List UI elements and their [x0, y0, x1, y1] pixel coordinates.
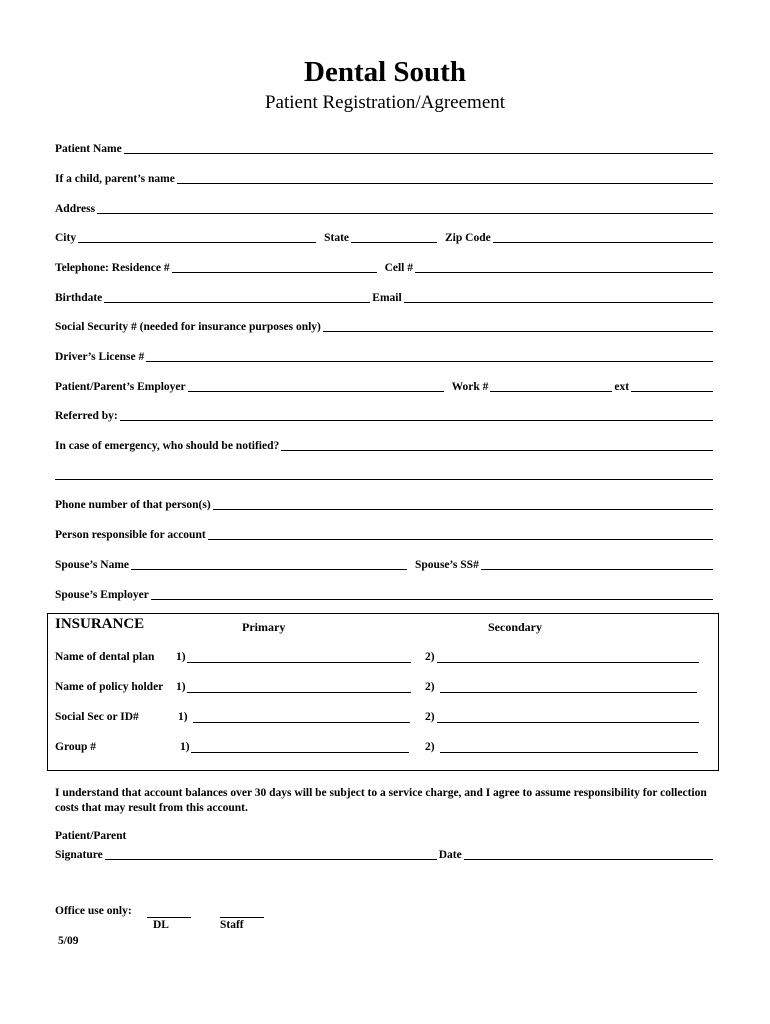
agreement-text: I understand that account balances over 30 days will be subject to a service charge, and I agree to assume responsibility for collection costs that may result from this account. — [55, 787, 707, 814]
signature-date-label: Date — [438, 849, 462, 861]
spouse-row — [55, 556, 715, 572]
spouse-employer-row — [55, 586, 715, 602]
emergency-label: In case of emergency, who should be notified? — [55, 440, 280, 452]
dental-plan-primary-field[interactable] — [187, 662, 411, 663]
drivers-license-label: Driver’s License # — [55, 351, 145, 363]
group-num-2: 2) — [425, 741, 435, 753]
referred-by-field[interactable] — [120, 420, 713, 421]
patient-name-row — [55, 140, 715, 156]
employer-row — [55, 378, 715, 394]
patient-name-label: Patient Name — [55, 143, 122, 155]
parent-name-label: If a child, parent’s name — [55, 173, 175, 185]
spouse-ss-label: Spouse’s SS# — [415, 559, 479, 571]
spouse-employer-field[interactable] — [151, 599, 713, 600]
responsible-field[interactable] — [208, 539, 713, 540]
cell-label: Cell # — [384, 262, 414, 274]
spouse-ss-field[interactable] — [481, 569, 713, 570]
city-label: City — [55, 232, 77, 244]
parent-name-field[interactable] — [177, 183, 713, 184]
insurance-row-id — [0, 709, 770, 725]
state-field[interactable] — [351, 242, 437, 243]
dental-plan-num-2: 2) — [425, 651, 435, 663]
emergency-phone-row — [55, 496, 715, 512]
ext-label: ext — [614, 381, 630, 393]
patient-name-field[interactable] — [124, 153, 713, 154]
policy-holder-primary-field[interactable] — [187, 692, 411, 693]
birthdate-field[interactable] — [104, 302, 370, 303]
signature-field[interactable] — [105, 859, 437, 860]
social-sec-id-secondary-field[interactable] — [437, 722, 699, 723]
spouse-employer-label: Spouse’s Employer — [55, 589, 149, 601]
ssn-field[interactable] — [323, 331, 713, 332]
referred-by-label: Referred by: — [55, 410, 118, 422]
emergency-phone-label: Phone number of that person(s) — [55, 499, 211, 511]
drivers-license-row — [55, 348, 715, 364]
insurance-heading: INSURANCE — [55, 616, 145, 632]
emergency-row — [55, 437, 715, 453]
address-field[interactable] — [97, 213, 713, 214]
group-primary-field[interactable] — [191, 752, 409, 753]
spouse-name-field[interactable] — [131, 569, 407, 570]
emergency-phone-field[interactable] — [213, 509, 713, 510]
emergency-field[interactable] — [281, 450, 713, 451]
address-label: Address — [55, 203, 96, 215]
dental-plan-label: Name of dental plan — [55, 651, 155, 663]
policy-holder-label: Name of policy holder — [55, 681, 164, 693]
residence-phone-label: Telephone: Residence # — [55, 262, 170, 274]
birthdate-email-row — [55, 289, 715, 305]
dental-plan-num-1: 1) — [176, 651, 186, 663]
emergency-field-line-2[interactable] — [55, 479, 713, 480]
drivers-license-field[interactable] — [146, 361, 713, 362]
address-row — [55, 200, 715, 216]
emergency-row-continued — [55, 466, 715, 482]
office-dl-field[interactable] — [147, 917, 191, 918]
group-num-1: 1) — [180, 741, 190, 753]
form-version: 5/09 — [58, 935, 79, 947]
office-dl-label: DL — [153, 919, 169, 931]
referred-by-row — [55, 407, 715, 423]
insurance-row-group — [0, 739, 770, 755]
social-sec-id-num-2: 2) — [425, 711, 435, 723]
policy-holder-num-1: 1) — [176, 681, 186, 693]
work-phone-label: Work # — [451, 381, 489, 393]
residence-phone-field[interactable] — [172, 272, 377, 273]
social-sec-id-num-1: 1) — [178, 711, 188, 723]
telephone-row — [55, 259, 715, 275]
signature-row — [55, 846, 715, 862]
responsible-label: Person responsible for account — [55, 529, 206, 541]
parent-name-row — [55, 170, 715, 186]
state-label: State — [324, 232, 350, 244]
policy-holder-secondary-field[interactable] — [440, 692, 697, 693]
employer-label: Patient/Parent’s Employer — [55, 381, 186, 393]
email-label: Email — [372, 292, 402, 304]
spouse-name-label: Spouse’s Name — [55, 559, 130, 571]
ssn-label: Social Security # (needed for insurance purposes only) — [55, 321, 321, 333]
signature-date-field[interactable] — [464, 859, 713, 860]
work-phone-field[interactable] — [490, 391, 612, 392]
signature-label-line-1: Patient/Parent — [55, 830, 127, 842]
ext-field[interactable] — [631, 391, 713, 392]
dental-plan-secondary-field[interactable] — [437, 662, 699, 663]
birthdate-label: Birthdate — [55, 292, 103, 304]
responsible-row — [55, 526, 715, 542]
policy-holder-num-2: 2) — [425, 681, 435, 693]
office-use-label: Office use only: — [55, 905, 132, 917]
signature-label: Signature — [55, 849, 103, 861]
group-secondary-field[interactable] — [440, 752, 698, 753]
form-title: Dental South — [304, 56, 466, 88]
zip-label: Zip Code — [445, 232, 491, 244]
cell-field[interactable] — [415, 272, 713, 273]
employer-field[interactable] — [188, 391, 444, 392]
office-staff-field[interactable] — [220, 917, 264, 918]
city-field[interactable] — [78, 242, 316, 243]
form-subtitle: Patient Registration/Agreement — [264, 92, 506, 113]
zip-field[interactable] — [493, 242, 713, 243]
office-staff-label: Staff — [220, 919, 244, 931]
insurance-secondary-heading: Secondary — [488, 620, 542, 634]
email-field[interactable] — [404, 302, 713, 303]
group-label: Group # — [55, 741, 97, 753]
insurance-primary-heading: Primary — [242, 620, 286, 634]
social-sec-id-label: Social Sec or ID# — [55, 711, 139, 723]
social-sec-id-primary-field[interactable] — [193, 722, 410, 723]
ssn-row — [55, 318, 715, 334]
insurance-row-holder — [0, 679, 770, 695]
insurance-row-plan — [0, 649, 770, 665]
city-state-zip-row — [55, 229, 715, 245]
